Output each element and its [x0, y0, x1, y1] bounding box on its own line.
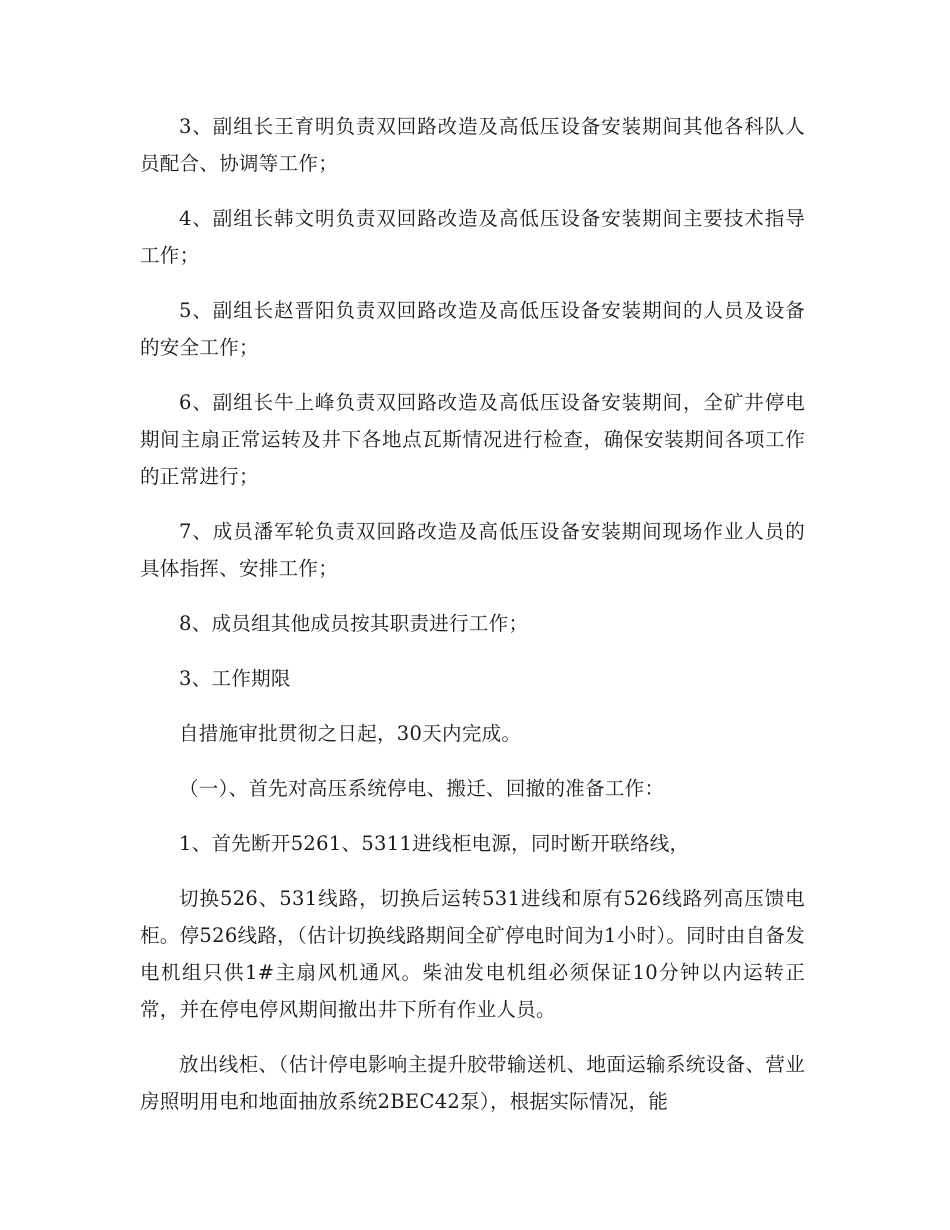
section-heading-preparation: （一）、首先对高压系统停电、搬迁、回撤的准备工作： — [179, 777, 665, 800]
paragraph-deputy-han: 4、副组长韩文明负责双回路改造及高低压设备安装期间主要技术指导工作； — [140, 207, 805, 267]
paragraph-other-members: 8、成员组其他成员按其职责进行工作； — [179, 612, 529, 635]
paragraph-deputy-wang: 3、副组长王育明负责双回路改造及高低压设备安装期间其他各科队人员配合、协调等工作； — [140, 115, 805, 175]
paragraph-deputy-niu: 6、副组长牛上峰负责双回路改造及高低压设备安装期间，全矿井停电期间主扇正常运转及井下各地点瓦斯情况进行检查，确保安装期间各项工作的正常进行； — [140, 391, 805, 488]
paragraph-step-1: 1、首先断开5261、5311进线柜电源，同时断开联络线， — [179, 832, 690, 855]
document-body — [140, 108, 805, 1120]
paragraph-line-switching: 切换526、531线路，切换后运转531进线和原有526线路列高压馈电柜。停526线路，（估计切换线路期间全矿停电时间为1小时）。同时由自备发电机组只供1#主扇风机通风。柴油发电机组必须保证10分钟以内运转正常，并在停电停风期间撤出井下所有作业人员。 — [140, 887, 805, 1021]
paragraph-member-pan: 7、成员潘军轮负责双回路改造及高低压设备安装期间现场作业人员的具体指挥、安排工作； — [140, 520, 805, 580]
paragraph-work-period: 自措施审批贯彻之日起，30天内完成。 — [179, 722, 522, 745]
paragraph-outgoing-cabinet: 放出线柜、（估计停电影响主提升胶带输送机、地面运输系统设备、营业房照明用电和地面抽放系统2BEC42泵），根据实际情况，能 — [140, 1053, 805, 1113]
heading-work-period: 3、工作期限 — [179, 667, 291, 690]
paragraph-deputy-zhao: 5、副组长赵晋阳负责双回路改造及高低压设备安装期间的人员及设备的安全工作； — [140, 299, 805, 359]
